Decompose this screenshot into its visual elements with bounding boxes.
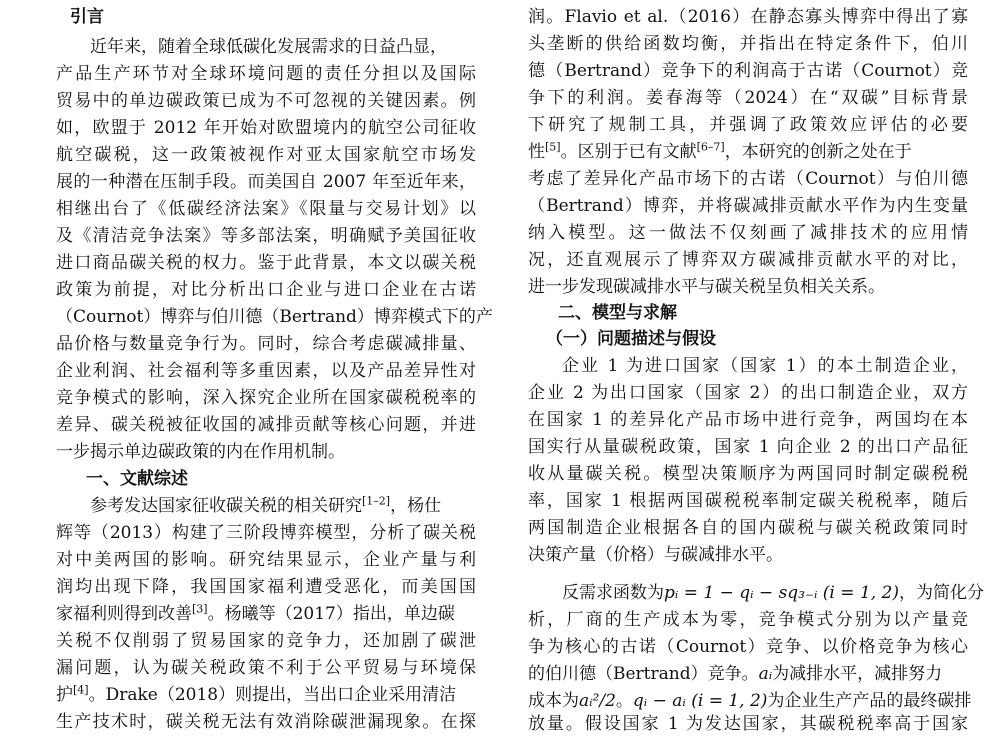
text-run: 。区别于已有文献 xyxy=(560,142,697,162)
text-run: 。杨曦等（2017）指出，单边碳 xyxy=(207,604,455,624)
paragraph-line: 品价格与数量竞争行为。同时，综合考虑碳减排量、 xyxy=(56,334,476,354)
paragraph-line: 况，还直观展示了博弈双方碳减排贡献水平的对比， xyxy=(528,250,968,270)
paragraph-line xyxy=(90,493,476,519)
paragraph-line: 放量。假设国家 1 为发达国家，其碳税税率高于国家 xyxy=(528,714,968,734)
paragraph-line: 考虑了差异化产品市场下的古诺（Cournot）与伯川德 xyxy=(528,169,968,189)
paragraph-line: 企业 1 为进口国家（国家 1）的本土制造企业， xyxy=(562,356,968,376)
paragraph-line xyxy=(56,601,455,627)
paragraph-line: 争为核心的古诺（Cournot）竞争、以价格竞争为核心 xyxy=(528,637,968,657)
text-run: 护 xyxy=(56,685,73,705)
paragraph-line: 企业利润、社会福利等多重因素，以及产品差异性对 xyxy=(56,361,476,381)
paragraph-line xyxy=(528,661,942,687)
text-run: 。Drake（2018）则提出，当出口企业采用清洁 xyxy=(88,685,457,705)
formula-line xyxy=(562,580,984,606)
formula-line xyxy=(528,688,971,714)
paragraph-line: 析，厂商的生产成本为零，竞争模式分别为以产量竞 xyxy=(528,610,968,630)
abatement-variable: aᵢ xyxy=(758,664,773,684)
paragraph-line: 相继出台了《低碳经济法案》《限量与交易计划》以 xyxy=(56,199,476,219)
text-run: 。 xyxy=(615,691,633,711)
paragraph-line: （Cournot）博弈与伯川德（Bertrand）博弈模式下的产 xyxy=(56,307,493,327)
text-run: 参考发达国家征收碳关税的相关研究 xyxy=(90,496,362,516)
text-run: 成本为 xyxy=(528,691,579,711)
text-run: 为企业生产产品的最终碳排 xyxy=(767,691,972,711)
section-heading-model: 二、模型与求解 xyxy=(558,303,677,323)
paragraph-line: （Bertrand）博弈，并将碳减排贡献水平作为内生变量 xyxy=(528,196,968,216)
paragraph-line: 政策为前提，对比分析出口企业与进口企业在古诺 xyxy=(56,280,476,300)
text-run: 的伯川德（Bertrand）竞争。 xyxy=(528,664,759,684)
text-run: 为减排水平，减排努力 xyxy=(772,664,943,684)
paragraph-line: 进口商品碳关税的权力。鉴于此背景，本文以碳关税 xyxy=(56,253,476,273)
paragraph-line: 产品生产环节对全球环境问题的责任分担以及国际 xyxy=(56,64,476,84)
citation: [1–2] xyxy=(362,494,391,508)
paragraph-line: 两国制造企业根据各自的国内碳税与碳关税政策同时 xyxy=(528,518,968,538)
paragraph-line: 竞争模式的影响，深入探究企业所在国家碳税税率的 xyxy=(56,388,476,408)
paragraph-line: 对中美两国的影响。研究结果显示，企业产量与利 xyxy=(56,550,476,570)
citation: [4] xyxy=(73,683,89,697)
text-run: ，杨仕 xyxy=(390,496,442,516)
paragraph-line: 一步揭示单边碳政策的内在作用机制。 xyxy=(56,442,345,462)
paragraph-line: 德（Bertrand）竞争下的利润高于古诺（Cournot）竞 xyxy=(528,61,968,81)
paragraph-line: 企业 2 为出口国家（国家 2）的出口制造企业，双方 xyxy=(528,383,968,403)
paragraph-line: 率，国家 1 根据两国碳税税率制定碳关税税率，随后 xyxy=(528,491,968,511)
paragraph-line: 决策产量（价格）与碳减排水平。 xyxy=(528,545,783,565)
paragraph-line: 贸易中的单边碳政策已成为不可忽视的关键因素。例 xyxy=(56,91,476,111)
paragraph-line: 辉等（2013）构建了三阶段博弈模型，分析了碳关税 xyxy=(56,523,476,543)
paragraph-line: 展的一种潜在压制手段。而美国自 2007 年至近年来， xyxy=(56,172,476,192)
right-column-section xyxy=(528,0,984,737)
paragraph-line: 近年来，随着全球低碳化发展需求的日益凸显， xyxy=(90,37,447,57)
paragraph-line: 漏问题，认为碳关税政策不利于公平贸易与环境保 xyxy=(56,658,476,678)
paragraph-line: 差异、碳关税被征收国的减排贡献等核心问题，并进 xyxy=(56,415,476,435)
paragraph-line: 国实行从量碳税政策，国家 1 向企业 2 的出口产品征 xyxy=(528,437,968,457)
text-run: 性 xyxy=(528,142,545,162)
paragraph-line: 如，欧盟于 2012 年开始对欧盟境内的航空公司征收 xyxy=(56,118,476,138)
section-heading-intro: 引言 xyxy=(70,7,104,27)
paragraph-line: 纳入模型。这一做法不仅刻画了减排技术的应用情 xyxy=(528,223,968,243)
paragraph-line: 润。Flavio et al.（2016）在静态寡头博弈中得出了寡 xyxy=(528,7,968,27)
text-run: ，为简化分 xyxy=(899,583,984,603)
citation: [3] xyxy=(192,602,208,616)
paragraph-line: 头垄断的供给函数均衡，并指出在特定条件下，伯川 xyxy=(528,34,968,54)
emission-formula: qᵢ − aᵢ (i = 1, 2) xyxy=(632,691,768,711)
text-run: 反需求函数为 xyxy=(562,583,664,603)
paragraph-line: 关税不仅削弱了贸易国家的竞争力，还加剧了碳泄 xyxy=(56,631,476,651)
paragraph-line: 下研究了规制工具，并强调了政策效应评估的必要 xyxy=(528,115,968,135)
paragraph-line: 在国家 1 的差异化产品市场中进行竞争，两国均在本 xyxy=(528,410,968,430)
paragraph-line: 收从量碳关税。模型决策顺序为两国同时制定碳税税 xyxy=(528,464,968,484)
paragraph-line: 争下的利润。姜春海等（2024）在“双碳”目标背景 xyxy=(528,88,968,108)
left-column xyxy=(56,0,493,737)
section-heading-review: 一、文献综述 xyxy=(86,469,188,489)
paragraph-line: 及《清洁竞争法案》等多部法案，明确赋予美国征收 xyxy=(56,226,476,246)
paragraph-line: 润均出现下降，我国国家福利遭受恶化，而美国国 xyxy=(56,577,476,597)
paragraph-line: 生产技术时，碳关税无法有效消除碳泄漏现象。在探 xyxy=(56,712,476,732)
paragraph-line: 进一步发现碳减排水平与碳关税呈负相关关系。 xyxy=(528,277,885,297)
citation: [5] xyxy=(545,140,561,154)
paragraph-line xyxy=(56,682,456,708)
text-run: 家福利则得到改善 xyxy=(56,604,192,624)
demand-formula: pᵢ = 1 − qᵢ − sq₃₋ᵢ (i = 1, 2) xyxy=(664,583,899,603)
text-run: ，本研究的创新之处在于 xyxy=(724,142,912,162)
paragraph-line: 航空碳税，这一政策被视作对亚太国家航空市场发 xyxy=(56,145,476,165)
subsection-heading-problem: （一）问题描述与假设 xyxy=(546,329,716,349)
citation: [6–7] xyxy=(696,140,725,154)
cost-formula: aᵢ²/2 xyxy=(579,691,616,711)
